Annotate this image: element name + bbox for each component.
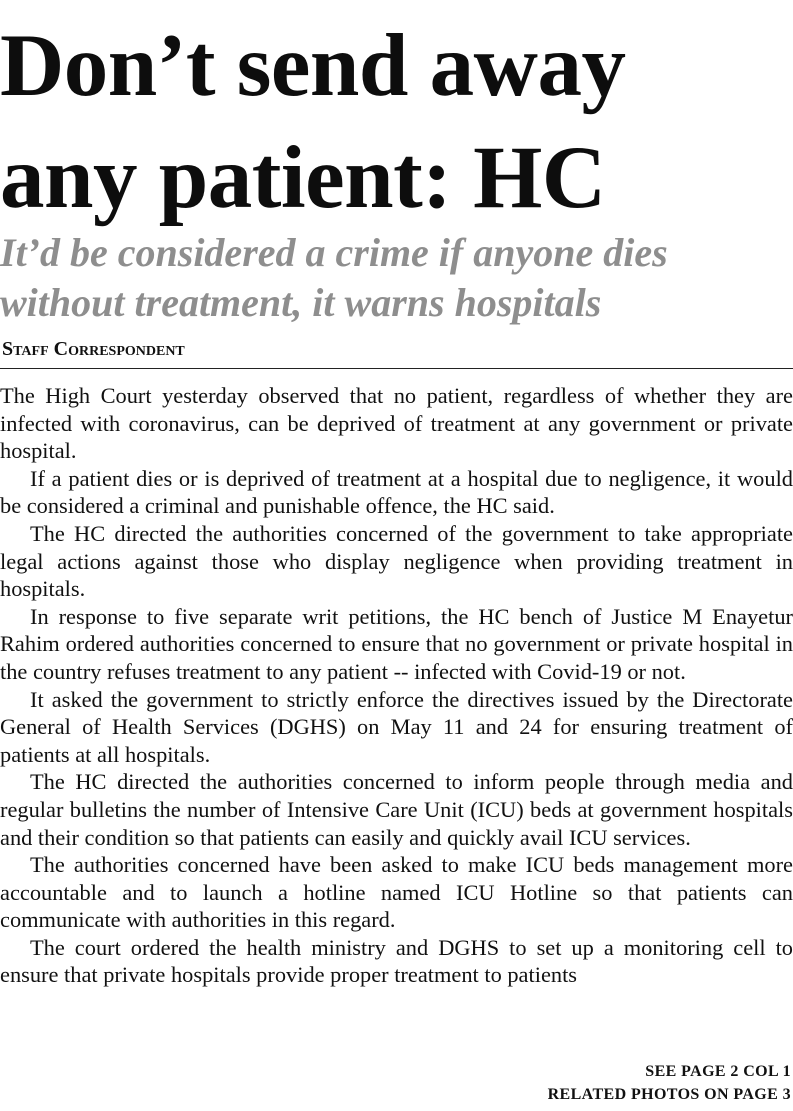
paragraph: The authorities concerned have been asked to make ICU beds management more accountable and to launch a hotline named ICU Hotline so that patients can communicate with authorities in this regard. bbox=[0, 852, 793, 933]
paragraph: The HC directed the authorities concerned to inform people through media and regular bulletins the number of Intensive Care Unit (ICU) beds at government hospitals and their condition so that patients can easily and quickly avail ICU services. bbox=[0, 769, 793, 850]
byline-divider bbox=[0, 368, 793, 369]
continuation-notes bbox=[548, 1060, 791, 1106]
paragraph: In response to five separate writ petitions, the HC bench of Justice M Enayetur Rahim ordered authorities concerned to ensure that no government or private hospital in the country refuses treatment to any patient -- infected with Covid-19 or not. bbox=[0, 603, 793, 684]
jump-line: SEE PAGE 2 COL 1 bbox=[645, 1063, 791, 1080]
related-photos-line: RELATED PHOTOS ON PAGE 3 bbox=[547, 1086, 791, 1103]
paragraph: The court ordered the health ministry and DGHS to set up a monitoring cell to ensure that private hospitals provide proper treatment to patients bbox=[0, 934, 793, 988]
headline-line-2: any patient: HC bbox=[0, 129, 606, 227]
paragraph: If a patient dies or is deprived of treatment at a hospital due to negligence, it would be considered a criminal and punishable offence, the HC said. bbox=[0, 465, 793, 519]
subheadline-line-2: without treatment, it warns hospitals bbox=[0, 280, 602, 325]
headline-line-1: Don’t send away bbox=[0, 17, 626, 115]
subheadline-line-1: It’d be considered a crime if anyone dies bbox=[0, 230, 668, 275]
article-body bbox=[0, 382, 793, 989]
headline bbox=[0, 10, 793, 234]
paragraph: It asked the government to strictly enforce the directives issued by the Directorate General of Health Services (DGHS) on May 11 and 24 for ensuring treatment of patients at all hospitals. bbox=[0, 686, 793, 767]
paragraph: The HC directed the authorities concerned of the government to take appropriate legal actions against those who display negligence when providing treatment in hospitals. bbox=[0, 520, 793, 602]
subheadline bbox=[0, 228, 793, 328]
byline: Staff Correspondent bbox=[2, 338, 185, 360]
paragraph: The High Court yesterday observed that no patient, regardless of whether they are infected with coronavirus, can be deprived of treatment at any government or private hospital. bbox=[0, 383, 793, 464]
